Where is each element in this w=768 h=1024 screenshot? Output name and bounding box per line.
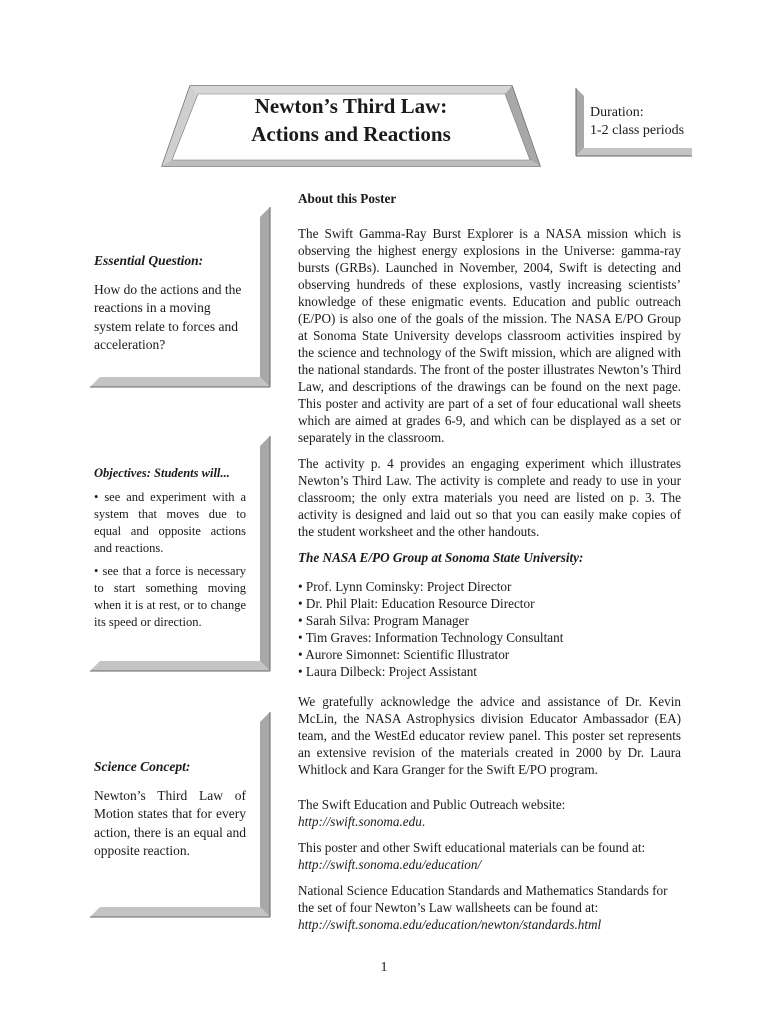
list-item: • Tim Graves: Information Technology Consultant xyxy=(298,630,564,645)
objective-item: • see and experiment with a system that moves due to equal and opposite actions and reactions. xyxy=(94,489,246,555)
list-item: • Dr. Phil Plait: Education Resource Director xyxy=(298,596,535,611)
standards-link[interactable]: http://swift.sonoma.edu/education/newton/standards.html xyxy=(298,917,602,932)
materials-paragraph: This poster and other Swift educational materials can be found at: http://swift.sonoma.edu/education/ xyxy=(298,840,646,872)
website-link[interactable]: http://swift.sonoma.edu xyxy=(298,814,422,829)
duration-value: 1-2 class periods xyxy=(590,123,685,138)
page-number: 1 xyxy=(380,960,388,975)
science-concept-heading: Science Concept: xyxy=(94,759,191,774)
essential-question-box xyxy=(0,205,272,390)
objective-item: • see that a force is necessary to start something moving when it is at rest, or to change its speed or direction. xyxy=(94,563,246,629)
essential-question-text: How do the actions and the reactions in a moving system relate to forces and acceleration? xyxy=(94,281,242,352)
objectives-box xyxy=(0,434,272,674)
acknowledgement-paragraph: We gratefully acknowledge the advice and assistance of Dr. Kevin McLin, the NASA Astrophysics division Educator Ambassador (EA) team, and the WestEd educator review panel. This poster set represents an extensive revision of the materials created in 2000 by Dr. Laura Whitlock and Kara Granger for the Swift E/PO program. xyxy=(298,694,681,777)
duration-tab xyxy=(574,86,694,158)
about-heading: About this Poster xyxy=(298,191,397,206)
objectives-heading: Objectives: Students will... xyxy=(94,466,230,480)
standards-paragraph: National Science Education Standards and Mathematics Standards for the set of four Newton’s Law wallsheets can be found at: http://swift.sonoma.edu/education/newton/standards.html xyxy=(298,883,668,932)
title-line-2: Actions and Reactions xyxy=(251,122,451,146)
main-column xyxy=(298,190,681,942)
list-item: • Aurore Simonnet: Scientific Illustrator xyxy=(298,647,510,662)
title-banner xyxy=(160,84,542,170)
about-paragraph-1: The Swift Gamma-Ray Burst Explorer is a NASA mission which is observing the highest energy explosions in the Universe: gamma-ray bursts (GRBs). Launched in November, 2004, Swift is detecting and observing hundreds of these explosions, vastly increasing scientists’ knowledge of these enigmatic events. Education and public outreach (E/PO) is also one of the goals of the mission. The NASA E/PO Group at Sonoma State University develops classroom activities inspired by the science and technology of the Swift mission, which are aligned with the national standards. The front of the poster illustrates Newton’s Third Law, and descriptions of the drawings can be found on the next page. This poster and activity are part of a set of four educational wall sheets which are aimed at grades 6-9, and which can be displayed as a set or separately in the classroom. xyxy=(298,226,681,445)
title-line-1: Newton’s Third Law: xyxy=(254,94,448,118)
list-item: • Laura Dilbeck: Project Assistant xyxy=(298,664,477,679)
group-member-list xyxy=(298,578,681,680)
list-item: • Sarah Silva: Program Manager xyxy=(298,613,469,628)
website-paragraph: The Swift Education and Public Outreach website: http://swift.sonoma.edu. xyxy=(298,797,566,829)
about-paragraph-2: The activity p. 4 provides an engaging experiment which illustrates Newton’s Third Law. The activity is complete and ready to use in your classroom; the only extra materials you need are listed on p. 3. The activity is designed and laid out so that you can easily make copies of the student worksheet and the other handouts. xyxy=(298,456,681,539)
science-concept-text: Newton’s Third Law of Motion states that for every action, there is an equal and opposite reaction. xyxy=(94,787,246,858)
group-heading: The NASA E/PO Group at Sonoma State University: xyxy=(298,550,584,565)
essential-question-heading: Essential Question: xyxy=(94,253,204,268)
duration-label: Duration: xyxy=(590,105,644,120)
list-item: • Prof. Lynn Cominsky: Project Director xyxy=(298,579,512,594)
bullet-icon: • xyxy=(94,563,99,578)
bullet-icon: • xyxy=(94,489,99,504)
page-title xyxy=(160,92,542,148)
science-concept-box xyxy=(0,710,272,920)
materials-link[interactable]: http://swift.sonoma.edu/education/ xyxy=(298,857,482,872)
